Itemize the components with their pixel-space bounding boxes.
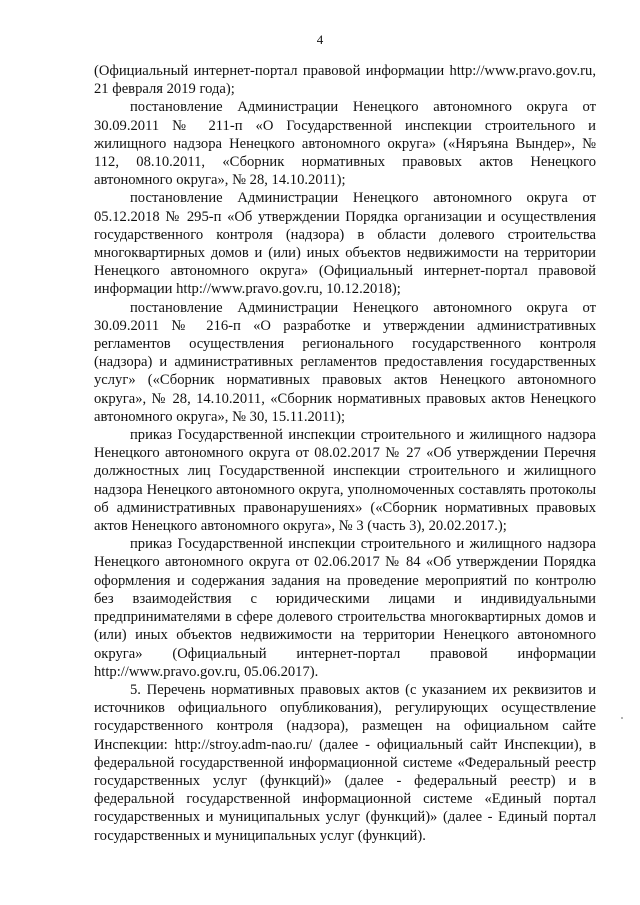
paragraph-resolution-216: постановление Администрации Ненецкого автономного округа от 30.09.2011 № 216-п «О разработке и утверждении административных регламентов осуществления регионального государственного контроля (надзора) и административных регламентов предоставления государственных услуг» («Сборник нормативных правовых актов Ненецкого автономного округа», № 28, 14.10.2011, «Сборник нормативных правовых актов Ненецкого автономного округа», № 30, 15.11.2011);	[94, 299, 596, 425]
paragraph-item-5: 5. Перечень нормативных правовых актов (с указанием их реквизитов и источников официального опубликования), регулирующих осуществление государственного контроля (надзора), размещен на официальном сайте Инспекции: http://stroy.adm-nao.ru/ (далее - официальный сайт Инспекции), в федеральной государственной информационной системе «Федеральный реестр государственных услуг (функций)» (далее - федеральный реестр) и в федеральной государственной информационной системе «Единый портал государственных и муниципальных услуг (функций)» (далее - Единый портал государственных и муниципальных услуг (функций).	[94, 681, 596, 844]
paragraph-continuation: (Официальный интернет-портал правовой информации http://www.pravo.gov.ru, 21 февраля 2019 года);	[94, 63, 596, 98]
scan-speck	[621, 717, 623, 719]
paragraph-order-27: приказ Государственной инспекции строительного и жилищного надзора Ненецкого автономного округа от 08.02.2017 № 27 «Об утверждении Перечня должностных лиц Государственной инспекции строительного и жилищного надзора Ненецкого автономного округа, уполномоченных составлять протоколы об административных правонарушениях» («Сборник нормативных правовых актов Ненецкого автономного округа», № 3 (часть 3), 20.02.2017.);	[94, 427, 596, 535]
paragraph-resolution-211: постановление Администрации Ненецкого автономного округа от 30.09.2011 № 211-п «О Государственной инспекции строительного и жилищного надзора Ненецкого автономного округа» («Няръяна Вындер», № 112, 08.10.2011, «Сборник нормативных правовых актов Ненецкого автономного округа», № 28, 14.10.2011);	[94, 99, 596, 189]
paragraph-order-84: приказ Государственной инспекции строительного и жилищного надзора Ненецкого автономного округа от 02.06.2017 № 84 «Об утверждении Порядка оформления и содержания задания на проведение мероприятий по контролю без взаимодействия с юридическими лицами и индивидуальными предпринимателями в сфере долевого строительства многоквартирных домов и (или) иных объектов недвижимости на территории Ненецкого автономного округа» (Официальный интернет-портал правовой информации http://www.pravo.gov.ru, 05.06.2017).	[94, 536, 596, 680]
paragraph-resolution-295: постановление Администрации Ненецкого автономного округа от 05.12.2018 № 295-п «Об утверждении Порядка организации и осуществления государственного контроля (надзора) в области долевого строительства многоквартирных домов и (или) иных объектов недвижимости на территории Ненецкого автономного округа» (Официальный интернет-портал правовой информации http://www.pravo.gov.ru, 10.12.2018);	[94, 190, 596, 298]
document-body	[94, 62, 596, 845]
page-number: 4	[316, 32, 324, 47]
